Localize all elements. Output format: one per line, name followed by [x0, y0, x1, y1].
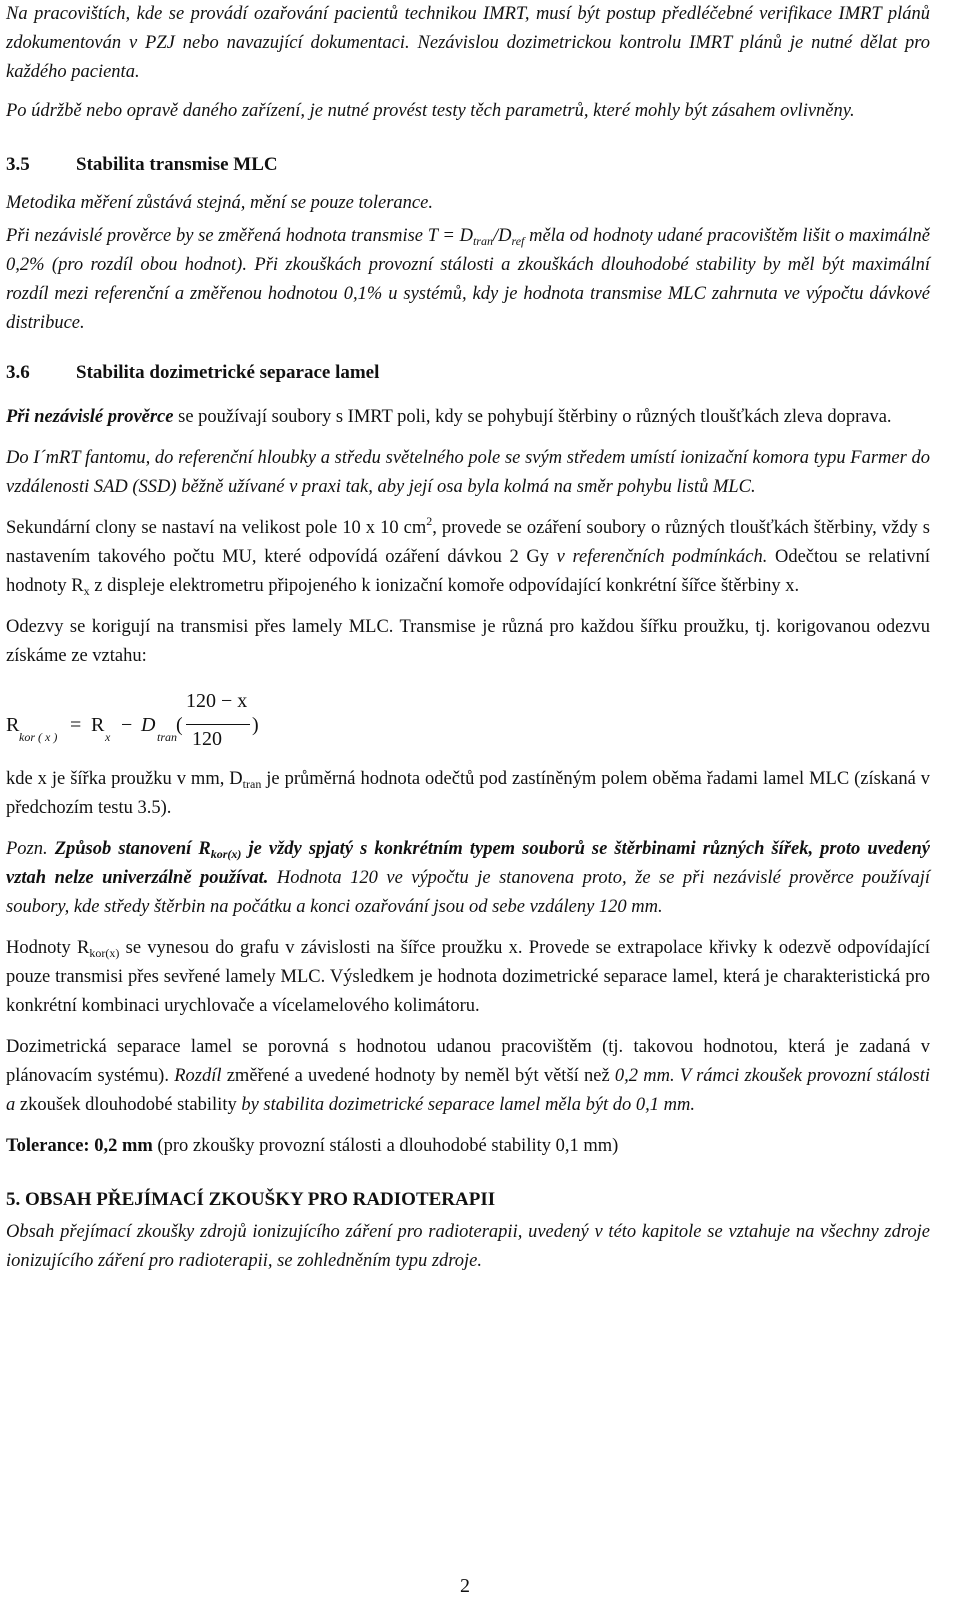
s36-paragraph-4: Odezvy se korigují na transmisi přes lamely MLC. Transmise je různá pro každou šířku proužku, tj. korigovanou odezvu získáme ze vztahu: — [6, 617, 930, 666]
s36-paragraph-1: Při nezávislé prověrce se používají soubory s IMRT poli, kdy se pohybují štěrbiny o různých tloušťkách zleva doprava. — [6, 407, 892, 427]
page-number: 2 — [460, 1575, 470, 1597]
s36-paragraph-2: Do I´mRT fantomu, do referenční hloubky a středu světelného pole se svým středem umístí ionizační komora typu Farmer do vzdálenosti SAD (SSD) běžně užívané v praxi tak, aby její osa byla kolmá na směr pohybu listů MLC. — [6, 448, 930, 497]
s36-paragraph-5: kde x je šířka proužku v mm, $D_{tran}$ je průměrná hodnota odečtů pod zastíněným polem oběma řadami lamel MLC (získaná v předchozím testu 3.5). — [6, 769, 930, 818]
s36-paragraph-7: Hodnoty $R_{kor(x)}$ se vynesou do grafu v závislosti na šířce proužku x. Provede se extrapolace křivky k odezvě odpovídající pouze transmisi přes sevřené lamely MLC. Výsledkem je hodnota dozimetrické separace lamel, která je charakteristická pro konkrétní kombinaci urychlovače a vícelamelového kolimátoru. — [6, 938, 931, 1016]
formula-close-paren: ) — [252, 714, 259, 736]
formula-minus: − — [121, 714, 133, 736]
section-number: 3.5 — [6, 154, 30, 175]
s35-paragraph-2: Při nezávislé prověrce by se změřená hodnota transmise $T = D_{tran}/D_{ref}$ měla od hodnoty udané pracovištěm lišit o maximálně 0,2% (pro rozdíl obou hodnot). Při zkouškách provozní stálosti a zkouškách dlouhodobé stability by měl být maximální rozdíl mezi referenční a změřenou hodnotou 0,1% u systémů, kdy je hodnota transmise MLC zahrnuta ve výpočtu dávkové distribuce. — [6, 226, 930, 333]
formula-numerator: 120 − x — [186, 690, 248, 712]
section-3-6-heading — [6, 358, 930, 387]
formula-equals: = — [70, 714, 82, 736]
formula-rx: R — [91, 714, 105, 736]
intro-paragraph-1: Na pracovištích, kde se provádí ozařování pacientů technikou IMRT, musí být postup předléčebné verifikace IMRT plánů zdokumentován v PZJ nebo navazující dokumentaci. Nezávislou dozimetrickou kontrolu IMRT plánů je nutné dělat pro každého pacienta. — [6, 4, 930, 82]
document-page — [6, 0, 930, 1276]
formula-d-subscript: tran — [157, 730, 178, 744]
tolerance-line: Tolerance: 0,2 mm (pro zkoušky provozní stálosti a dlouhodobé stability 0,1 mm) — [6, 1136, 619, 1156]
formula-r-subscript: kor ( x ) — [19, 730, 58, 744]
correction-formula — [6, 690, 930, 750]
s35-paragraph-1: Metodika měření zůstává stejná, mění se pouze tolerance. — [6, 193, 433, 213]
section-5-heading: 5. OBSAH PŘEJÍMACÍ ZKOUŠKY PRO RADIOTERAPII — [6, 1189, 496, 1210]
s36-paragraph-8: Dozimetrická separace lamel se porovná s hodnotou udanou pracovištěm (tj. takovou hodnotou, která je zadaná v plánovacím systému). Rozdíl změřené a uvedené hodnoty by neměl být větší než 0,2 mm. V rámci zkoušek provozní stálosti a zkoušek dlouhodobé stability by stabilita dozimetrické separace lamel měla být do 0,1 mm. — [6, 1037, 930, 1115]
section-number: 3.6 — [6, 362, 30, 383]
intro-paragraph-2: Po údržbě nebo opravě daného zařízení, je nutné provést testy těch parametrů, které mohly být zásahem ovlivněny. — [6, 101, 855, 121]
formula-r: R — [6, 714, 20, 736]
formula-denominator: 120 — [192, 728, 222, 750]
formula-open-paren: ( — [176, 714, 183, 736]
s36-paragraph-3: Sekundární clony se nastaví na velikost pole 10 x 10 $cm^2$, provede se ozáření soubory o různých tloušťkách štěrbiny, vždy s nastavením takového počtu MU, které odpovídá ozáření dávkou 2 Gy v referenčních podmínkách. Odečtou se relativní hodnoty $R_x$ z displeje elektrometru připojeného k ionizační komoře odpovídající konkrétní šířce štěrbiny x. — [6, 514, 930, 598]
formula-rx-subscript: x — [105, 730, 111, 744]
s36-note-paragraph: Pozn. Způsob stanovení $R_{kor(x)}$ je vždy spjatý s konkrétním typem souborů se štěrbinami různých šířek, proto uvedený vztah nelze univerzálně používat. Hodnota 120 ve výpočtu je stanovena proto, že se při nezávislé prověrce používají soubory, kde středy štěrbin na počátku a konci ozařování jsou od sebe vzdáleny 120 mm. — [6, 839, 930, 917]
section-3-5-heading — [6, 150, 930, 179]
formula-d: D — [141, 714, 156, 736]
s5-paragraph-1: Obsah přejímací zkoušky zdrojů ionizujícího záření pro radioterapii, uvedený v této kapitole se vztahuje na všechny zdroje ionizujícího záření pro radioterapii, se zohledněním typu zdroje. — [6, 1222, 930, 1271]
section-title: Stabilita dozimetrické separace lamel — [76, 362, 380, 383]
section-title: Stabilita transmise MLC — [76, 154, 278, 175]
